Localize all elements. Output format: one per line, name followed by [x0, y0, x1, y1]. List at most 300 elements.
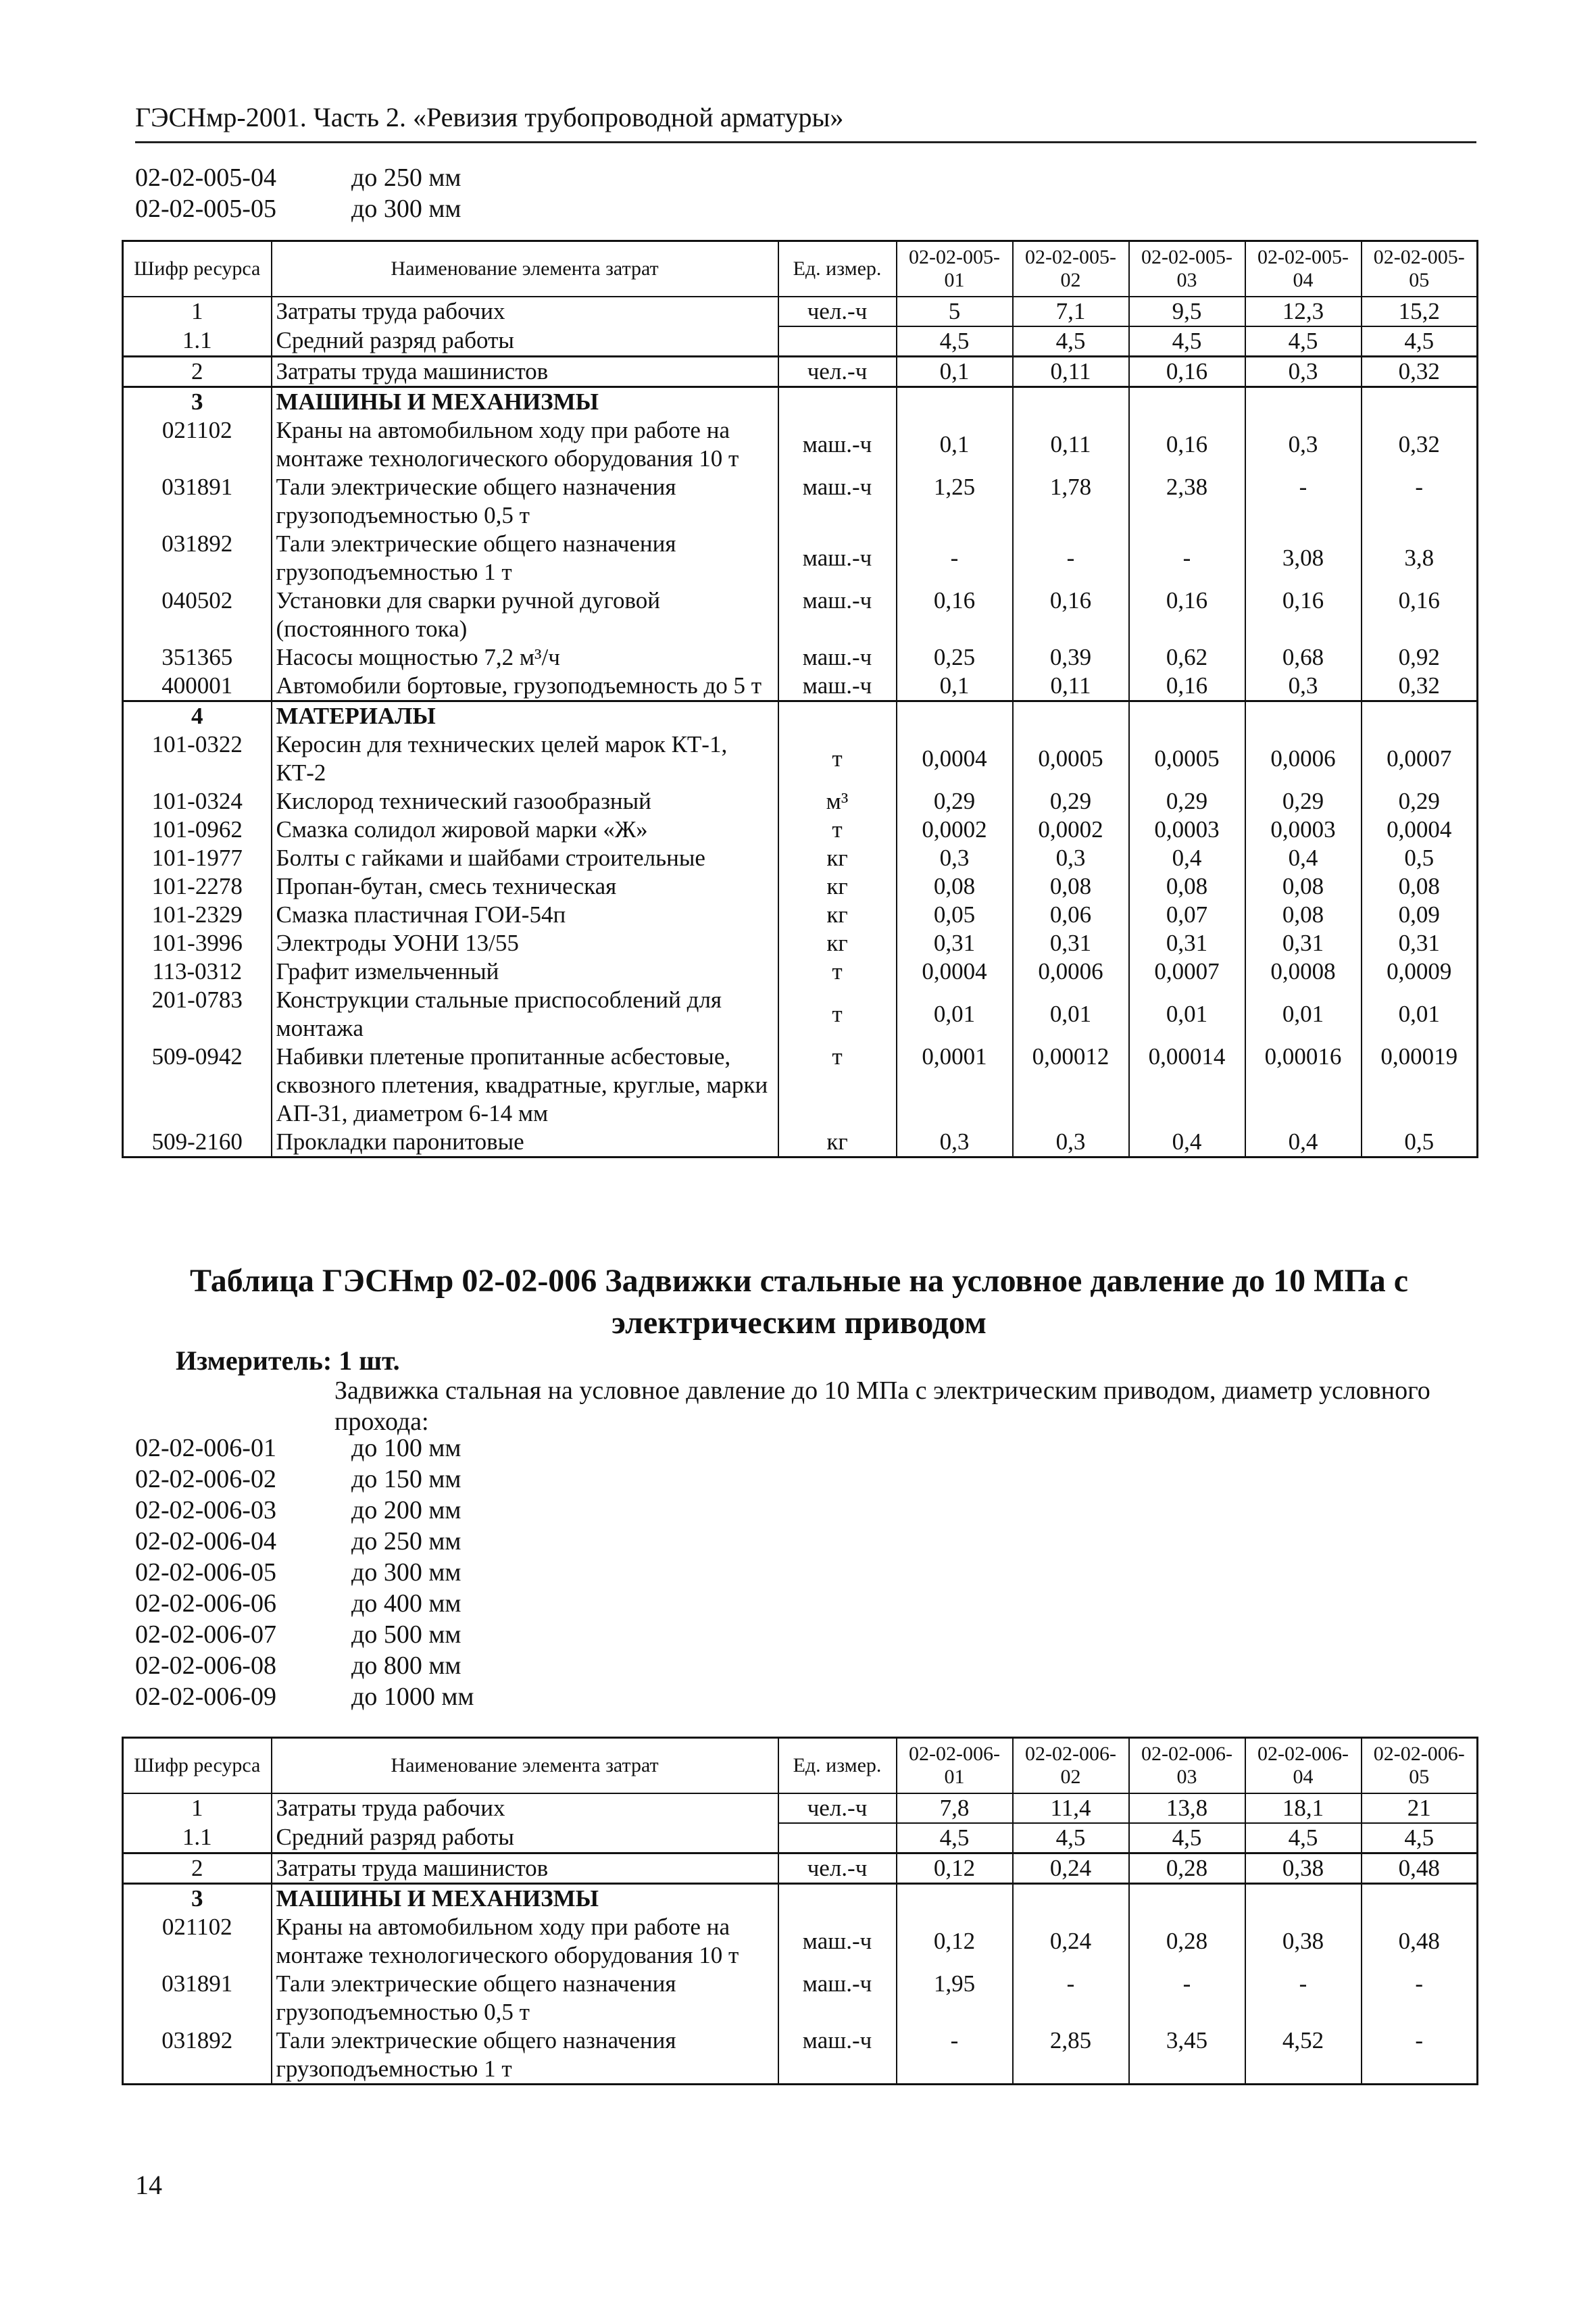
code-label: 02-02-006-05	[135, 1558, 276, 1587]
value-cell: 0,16	[1129, 587, 1245, 643]
unit-cell: маш.-ч	[778, 587, 897, 643]
value-cell	[1013, 1884, 1129, 1914]
value-cell: 0,29	[1362, 787, 1478, 816]
unit-cell: маш.-ч	[778, 1913, 897, 1970]
code-label: 02-02-005-04	[135, 164, 276, 192]
value-cell: 0,0009	[1362, 957, 1478, 986]
table-row	[123, 416, 1478, 473]
resource-name: Прокладки паронитовые	[272, 1128, 778, 1158]
value-cell: 0,0004	[897, 730, 1013, 787]
resource-code: 031891	[123, 473, 272, 530]
code-row	[135, 1681, 474, 1712]
code-desc: до 500 мм	[351, 1620, 462, 1649]
value-cell: 0,1	[897, 357, 1013, 387]
value-cell: 0,31	[897, 929, 1013, 957]
value-cell: 0,31	[1013, 929, 1129, 957]
table-row	[123, 530, 1478, 587]
value-cell: 0,32	[1362, 357, 1478, 387]
resource-name: Конструкции стальные приспособлений для монтажа	[272, 986, 778, 1043]
value-cell: 0,3	[897, 844, 1013, 872]
value-cell: 0,29	[1013, 787, 1129, 816]
resource-name: Средний разряд работы	[272, 1823, 778, 1853]
value-cell: 0,29	[897, 787, 1013, 816]
value-cell: 4,52	[1245, 2026, 1362, 2085]
value-cell: 12,3	[1245, 297, 1362, 326]
code-label: 02-02-006-08	[135, 1651, 276, 1680]
value-cell: 0,08	[1245, 901, 1362, 929]
unit-cell: маш.-ч	[778, 2026, 897, 2085]
value-cell: 0,3	[1245, 416, 1362, 473]
value-cell: 0,0002	[1013, 816, 1129, 844]
unit-cell: т	[778, 730, 897, 787]
value-cell: 0,31	[1245, 929, 1362, 957]
value-cell: 9,5	[1129, 297, 1245, 326]
value-cell: 0,31	[1129, 929, 1245, 957]
table-body	[123, 1793, 1478, 2085]
value-cell	[1013, 387, 1129, 417]
code-desc: до 150 мм	[351, 1465, 462, 1493]
value-cell	[1245, 1884, 1362, 1914]
resource-code: 101-2278	[123, 872, 272, 901]
unit-cell	[778, 326, 897, 357]
value-cell: -	[1129, 1970, 1245, 2026]
value-cell: 0,68	[1245, 643, 1362, 672]
table-row	[123, 986, 1478, 1043]
code-row	[135, 1464, 474, 1495]
value-cell: 0,11	[1013, 357, 1129, 387]
code-desc: до 1000 мм	[351, 1683, 474, 1711]
header-col-4: 02-02-006-04	[1245, 1738, 1362, 1794]
value-cell: 0,08	[1362, 872, 1478, 901]
table-row	[123, 816, 1478, 844]
value-cell: 0,08	[897, 872, 1013, 901]
resource-code: 101-3996	[123, 929, 272, 957]
unit-cell: маш.-ч	[778, 473, 897, 530]
header-col-1: 02-02-005-01	[897, 241, 1013, 297]
value-cell: 0,00016	[1245, 1043, 1362, 1128]
table-row	[123, 1913, 1478, 1970]
header-code: Шифр ресурса	[123, 1738, 272, 1794]
value-cell	[897, 701, 1013, 731]
code-label: 02-02-006-04	[135, 1527, 276, 1555]
code-row	[135, 193, 461, 224]
code-label: 02-02-006-06	[135, 1589, 276, 1618]
resource-code: 101-0322	[123, 730, 272, 787]
value-cell: -	[897, 530, 1013, 587]
table-row	[123, 587, 1478, 643]
resource-code: 040502	[123, 587, 272, 643]
resource-code: 113-0312	[123, 957, 272, 986]
resource-name: Затраты труда рабочих	[272, 1793, 778, 1823]
code-desc: до 200 мм	[351, 1496, 462, 1524]
value-cell: 0,29	[1129, 787, 1245, 816]
header-col-2: 02-02-005-02	[1013, 241, 1129, 297]
table-row	[123, 1970, 1478, 2026]
table-row	[123, 1853, 1478, 1884]
unit-cell	[778, 1884, 897, 1914]
unit-cell: т	[778, 986, 897, 1043]
value-cell: 5	[897, 297, 1013, 326]
resource-name: Затраты труда машинистов	[272, 1853, 778, 1884]
header-col-3: 02-02-006-03	[1129, 1738, 1245, 1794]
value-cell: 1,95	[897, 1970, 1013, 2026]
value-cell	[1245, 387, 1362, 417]
header-col-2: 02-02-006-02	[1013, 1738, 1129, 1794]
value-cell: 0,0006	[1245, 730, 1362, 787]
value-cell: -	[1362, 473, 1478, 530]
resource-code: 101-0962	[123, 816, 272, 844]
code-row	[135, 1495, 474, 1526]
value-cell: 0,31	[1362, 929, 1478, 957]
continuation-codes	[135, 162, 461, 224]
value-cell: 0,01	[897, 986, 1013, 1043]
resource-name: Керосин для технических целей марок КТ-1, КТ-2	[272, 730, 778, 787]
table-row	[123, 872, 1478, 901]
value-cell: 0,24	[1013, 1913, 1129, 1970]
code-label: 02-02-006-09	[135, 1683, 276, 1711]
value-cell: 0,09	[1362, 901, 1478, 929]
value-cell: 0,92	[1362, 643, 1478, 672]
section-row	[123, 701, 1478, 731]
value-cell: 7,8	[897, 1793, 1013, 1823]
unit-cell: маш.-ч	[778, 1970, 897, 2026]
value-cell: 0,62	[1129, 643, 1245, 672]
value-cell: -	[1245, 1970, 1362, 2026]
value-cell: 0,11	[1013, 672, 1129, 701]
table-row	[123, 1793, 1478, 1823]
code-label: 02-02-006-01	[135, 1434, 276, 1462]
resource-name: Краны на автомобильном ходу при работе на монтаже технологического оборудования 10 т	[272, 416, 778, 473]
value-cell	[1245, 701, 1362, 731]
table-row	[123, 672, 1478, 701]
value-cell: 15,2	[1362, 297, 1478, 326]
unit-cell: маш.-ч	[778, 416, 897, 473]
value-cell: 18,1	[1245, 1793, 1362, 1823]
resource-code: 101-2329	[123, 901, 272, 929]
table-body	[123, 297, 1478, 1158]
value-cell	[1013, 701, 1129, 731]
value-cell: 0,3	[1245, 672, 1362, 701]
value-cell: 0,4	[1245, 844, 1362, 872]
value-cell: 0,3	[1013, 844, 1129, 872]
value-cell: 0,4	[1129, 844, 1245, 872]
section-row	[123, 387, 1478, 417]
header-col-5: 02-02-006-05	[1362, 1738, 1478, 1794]
value-cell	[897, 387, 1013, 417]
section-codes	[135, 1433, 474, 1712]
value-cell: 4,5	[897, 326, 1013, 357]
resource-code: 509-0942	[123, 1043, 272, 1128]
resource-name: Тали электрические общего назначения грузоподъемностью 0,5 т	[272, 473, 778, 530]
unit-cell: чел.-ч	[778, 1853, 897, 1884]
value-cell: 2,38	[1129, 473, 1245, 530]
value-cell	[897, 1884, 1013, 1914]
header-title: ГЭСНмр-2001. Часть 2. «Ревизия трубопроводной арматуры»	[135, 102, 844, 132]
resource-name: Пропан-бутан, смесь техническая	[272, 872, 778, 901]
resource-name: Болты с гайками и шайбами строительные	[272, 844, 778, 872]
value-cell: 0,16	[1362, 587, 1478, 643]
page-header	[135, 101, 1476, 143]
code-desc: до 250 мм	[351, 164, 462, 192]
unit-cell: маш.-ч	[778, 530, 897, 587]
value-cell: 3,08	[1245, 530, 1362, 587]
resource-code: 101-0324	[123, 787, 272, 816]
table-row	[123, 929, 1478, 957]
table-row	[123, 1128, 1478, 1158]
header-name: Наименование элемента затрат	[272, 1738, 778, 1794]
value-cell: 0,3	[897, 1128, 1013, 1158]
resource-code: 031892	[123, 530, 272, 587]
value-cell: 0,0004	[1362, 816, 1478, 844]
resource-code: 031891	[123, 1970, 272, 2026]
value-cell: 4,5	[1245, 326, 1362, 357]
value-cell: 0,38	[1245, 1853, 1362, 1884]
value-cell: 0,1	[897, 416, 1013, 473]
norms-table-006	[122, 1737, 1478, 2085]
value-cell: 4,5	[897, 1823, 1013, 1853]
value-cell: 0,00014	[1129, 1043, 1245, 1128]
table-row	[123, 643, 1478, 672]
value-cell: 0,11	[1013, 416, 1129, 473]
table-row	[123, 2026, 1478, 2085]
value-cell: 0,28	[1129, 1913, 1245, 1970]
value-cell: 0,32	[1362, 672, 1478, 701]
resource-code: 2	[123, 1853, 272, 1884]
code-row	[135, 1557, 474, 1588]
value-cell: 0,0007	[1362, 730, 1478, 787]
resource-code: 201-0783	[123, 986, 272, 1043]
norms-table-005	[122, 240, 1478, 1158]
value-cell: 0,38	[1245, 1913, 1362, 1970]
resource-code: 1	[123, 297, 272, 326]
value-cell: -	[1245, 473, 1362, 530]
table-row	[123, 901, 1478, 929]
value-cell: -	[897, 2026, 1013, 2085]
value-cell	[1129, 1884, 1245, 1914]
value-cell: 0,4	[1129, 1128, 1245, 1158]
table-row	[123, 730, 1478, 787]
value-cell	[1362, 1884, 1478, 1914]
resource-code: 1	[123, 1793, 272, 1823]
resource-name: Кислород технический газообразный	[272, 787, 778, 816]
value-cell: 0,39	[1013, 643, 1129, 672]
resource-name: Тали электрические общего назначения грузоподъемностью 1 т	[272, 530, 778, 587]
unit-cell	[778, 701, 897, 731]
value-cell: 1,25	[897, 473, 1013, 530]
value-cell: 4,5	[1362, 1823, 1478, 1853]
unit-cell: маш.-ч	[778, 672, 897, 701]
value-cell: 0,29	[1245, 787, 1362, 816]
value-cell	[1129, 387, 1245, 417]
value-cell: 0,0005	[1013, 730, 1129, 787]
header-name: Наименование элемента затрат	[272, 241, 778, 297]
value-cell: -	[1129, 530, 1245, 587]
value-cell: 3,45	[1129, 2026, 1245, 2085]
resource-code: 509-2160	[123, 1128, 272, 1158]
code-label: 02-02-006-03	[135, 1496, 276, 1524]
value-cell	[1129, 701, 1245, 731]
code-desc: до 300 мм	[351, 1558, 462, 1587]
code-row	[135, 1619, 474, 1650]
value-cell: 0,24	[1013, 1853, 1129, 1884]
unit-cell: кг	[778, 1128, 897, 1158]
resource-name: Смазка солидол жировой марки «Ж»	[272, 816, 778, 844]
value-cell: 21	[1362, 1793, 1478, 1823]
table-row	[123, 957, 1478, 986]
code-label: 02-02-006-02	[135, 1465, 276, 1493]
header-unit: Ед. измер.	[778, 1738, 897, 1794]
value-cell: 0,01	[1129, 986, 1245, 1043]
value-cell: 2,85	[1013, 2026, 1129, 2085]
table-row	[123, 787, 1478, 816]
resource-name: Затраты труда рабочих	[272, 297, 778, 326]
code-row	[135, 1650, 474, 1681]
table-row	[123, 326, 1478, 357]
value-cell: 0,5	[1362, 1128, 1478, 1158]
value-cell: -	[1013, 1970, 1129, 2026]
section-row	[123, 1884, 1478, 1914]
value-cell: 0,16	[897, 587, 1013, 643]
value-cell: 4,5	[1013, 1823, 1129, 1853]
code-desc: до 800 мм	[351, 1651, 462, 1680]
resource-name: МАШИНЫ И МЕХАНИЗМЫ	[272, 1884, 778, 1914]
resource-code: 351365	[123, 643, 272, 672]
value-cell: 13,8	[1129, 1793, 1245, 1823]
resource-code: 1.1	[123, 1823, 272, 1853]
value-cell: 0,01	[1245, 986, 1362, 1043]
value-cell: 3,8	[1362, 530, 1478, 587]
value-cell: 0,16	[1245, 587, 1362, 643]
unit-cell: кг	[778, 901, 897, 929]
resource-code: 021102	[123, 416, 272, 473]
resource-name: Насосы мощностью 7,2 м³/ч	[272, 643, 778, 672]
code-row	[135, 162, 461, 193]
resource-name: Графит измельченный	[272, 957, 778, 986]
code-desc: до 300 мм	[351, 195, 462, 223]
unit-cell: чел.-ч	[778, 357, 897, 387]
value-cell: 0,08	[1129, 872, 1245, 901]
unit-cell: чел.-ч	[778, 1793, 897, 1823]
unit-cell: кг	[778, 872, 897, 901]
value-cell: 0,00012	[1013, 1043, 1129, 1128]
code-row	[135, 1433, 474, 1464]
code-label: 02-02-006-07	[135, 1620, 276, 1649]
value-cell: 4,5	[1362, 326, 1478, 357]
value-cell: 4,5	[1013, 326, 1129, 357]
value-cell: 0,0004	[897, 957, 1013, 986]
section-title: Таблица ГЭСНмр 02-02-006 Задвижки стальные на условное давление до 10 МПа с электрическим приводом	[189, 1263, 1409, 1341]
value-cell: 0,4	[1245, 1128, 1362, 1158]
page-number: 14	[135, 2170, 162, 2200]
table-row	[123, 357, 1478, 387]
table-row	[123, 1823, 1478, 1853]
resource-name: МАТЕРИАЛЫ	[272, 701, 778, 731]
unit-cell: кг	[778, 844, 897, 872]
resource-code: 3	[123, 1884, 272, 1914]
code-desc: до 400 мм	[351, 1589, 462, 1618]
value-cell: 0,16	[1129, 672, 1245, 701]
unit-cell: кг	[778, 929, 897, 957]
resource-name: Средний разряд работы	[272, 326, 778, 357]
value-cell: 0,12	[897, 1853, 1013, 1884]
header-col-1: 02-02-006-01	[897, 1738, 1013, 1794]
value-cell: 0,0003	[1129, 816, 1245, 844]
resource-name: Смазка пластичная ГОИ-54п	[272, 901, 778, 929]
value-cell: 4,5	[1129, 1823, 1245, 1853]
unit-cell: чел.-ч	[778, 297, 897, 326]
resource-code: 101-1977	[123, 844, 272, 872]
value-cell: 0,48	[1362, 1913, 1478, 1970]
value-cell: 0,1	[897, 672, 1013, 701]
value-cell	[1362, 701, 1478, 731]
value-cell	[1362, 387, 1478, 417]
code-row	[135, 1588, 474, 1619]
table-row	[123, 297, 1478, 326]
value-cell: 0,0007	[1129, 957, 1245, 986]
value-cell: 0,25	[897, 643, 1013, 672]
unit-cell: маш.-ч	[778, 643, 897, 672]
value-cell: 0,0001	[897, 1043, 1013, 1128]
value-cell: 0,16	[1129, 357, 1245, 387]
value-cell: 0,28	[1129, 1853, 1245, 1884]
resource-code: 1.1	[123, 326, 272, 357]
value-cell: 4,5	[1129, 326, 1245, 357]
header-code: Шифр ресурса	[123, 241, 272, 297]
table-header-row	[123, 1738, 1478, 1794]
resource-name: Автомобили бортовые, грузоподъемность до 5 т	[272, 672, 778, 701]
resource-code: 021102	[123, 1913, 272, 1970]
value-cell: 0,48	[1362, 1853, 1478, 1884]
code-desc: до 250 мм	[351, 1527, 462, 1555]
code-desc: до 100 мм	[351, 1434, 462, 1462]
value-cell: 0,12	[897, 1913, 1013, 1970]
resource-name: Набивки плетеные пропитанные асбестовые, сквозного плетения, квадратные, круглые, марки АП-31, диаметром 6-14 мм	[272, 1043, 778, 1128]
value-cell: 0,08	[1013, 872, 1129, 901]
resource-name: Тали электрические общего назначения грузоподъемностью 0,5 т	[272, 1970, 778, 2026]
value-cell: 4,5	[1245, 1823, 1362, 1853]
value-cell: 0,01	[1013, 986, 1129, 1043]
header-col-3: 02-02-005-03	[1129, 241, 1245, 297]
resource-name: Затраты труда машинистов	[272, 357, 778, 387]
measure-unit: Измеритель: 1 шт.	[176, 1345, 400, 1376]
value-cell: 0,05	[897, 901, 1013, 929]
unit-cell: м³	[778, 787, 897, 816]
resource-code: 3	[123, 387, 272, 417]
value-cell: -	[1362, 1970, 1478, 2026]
value-cell: 0,3	[1245, 357, 1362, 387]
resource-name: Электроды УОНИ 13/55	[272, 929, 778, 957]
unit-cell: т	[778, 957, 897, 986]
value-cell: 0,08	[1245, 872, 1362, 901]
table-row	[123, 473, 1478, 530]
value-cell: 0,07	[1129, 901, 1245, 929]
value-cell: 0,3	[1013, 1128, 1129, 1158]
table-row	[123, 844, 1478, 872]
resource-code: 400001	[123, 672, 272, 701]
value-cell: 0,00019	[1362, 1043, 1478, 1128]
value-cell: 0,32	[1362, 416, 1478, 473]
value-cell: 0,01	[1362, 986, 1478, 1043]
resource-code: 4	[123, 701, 272, 731]
value-cell: 0,06	[1013, 901, 1129, 929]
header-col-5: 02-02-005-05	[1362, 241, 1478, 297]
value-cell: 0,16	[1013, 587, 1129, 643]
value-cell: 11,4	[1013, 1793, 1129, 1823]
table-row	[123, 1043, 1478, 1128]
value-cell: -	[1013, 530, 1129, 587]
header-unit: Ед. измер.	[778, 241, 897, 297]
resource-name: МАШИНЫ И МЕХАНИЗМЫ	[272, 387, 778, 417]
